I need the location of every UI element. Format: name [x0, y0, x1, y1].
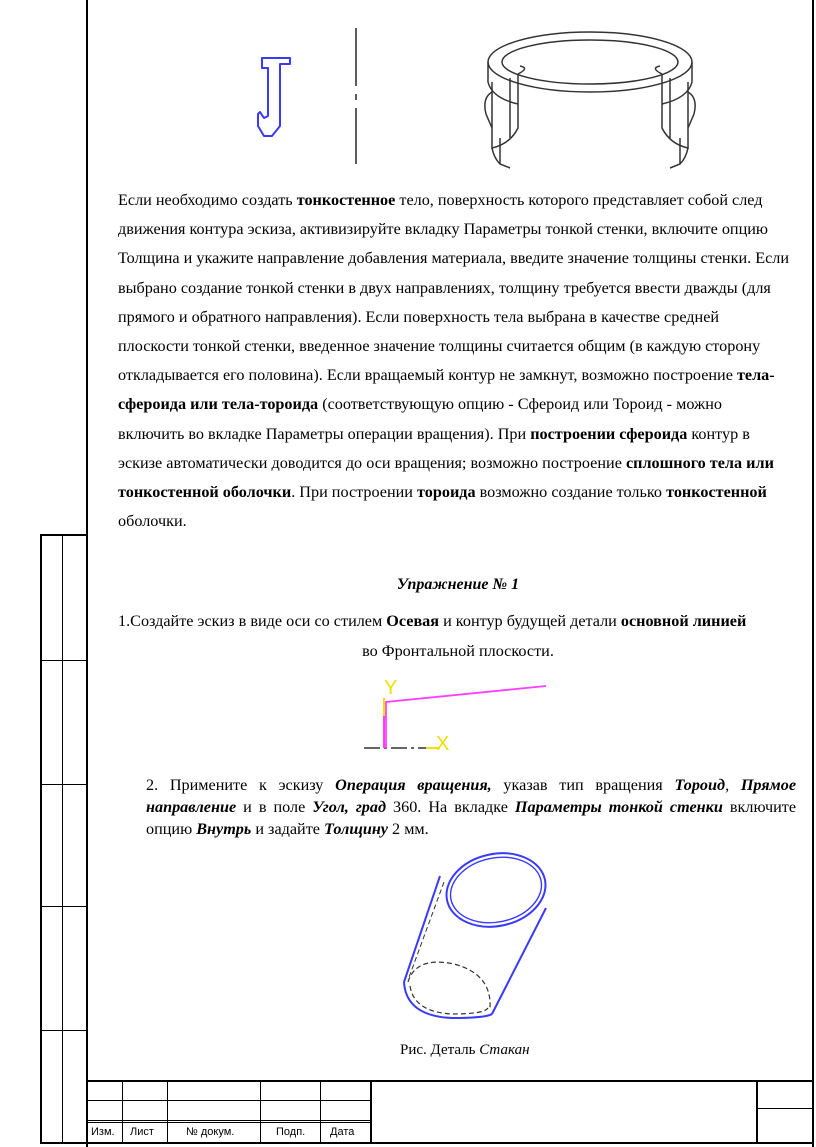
sketch-x-label: X [436, 733, 450, 755]
sketch-figure [360, 676, 560, 756]
ring-3d-model [485, 32, 695, 168]
stamp-data: Дата [330, 1126, 355, 1138]
stamp-izm: Изм. [91, 1126, 115, 1138]
title-block [86, 1080, 814, 1144]
main-paragraph: Если необходимо создать тонкостенное тело, поверхность которого представляет собой след движения контура эскиза, активизируйте вкладку Параметры тонкой стенки, включите опцию Толщина и укажите направление добавления материала, введите значение толщины стенки. Если выбрано создание тонкой стенки в двух направлениях, толщину требуется ввести дважды (для прямого и обратного направления). Если поверхность тела выбрана в качестве средней плоскости тонкой стенки, введенное значение толщины считается общим (в каждую сторону откладывается его половина). Если вращаемый контур не замкнут, возможно построение тела-сфероида или тела-тороида (соответствующую опцию - Сфероид или Тороид - можно включить во вкладке Параметры операции вращения). При построении сфероида контур в эскизе автоматически доводится до оси вращения; возможно построение сплошного тела или тонкостенной оболочки. При построении тороида возможно создание только тонкостенной оболочки. [118, 191, 790, 531]
j-profile-sketch [258, 58, 290, 136]
frame-right-border [812, 0, 814, 1147]
exercise-title: Упражнение № 1 [396, 576, 520, 593]
figure-caption: Рис. Деталь Стакан [400, 1042, 530, 1058]
top-figure [230, 18, 710, 178]
step-1-line-2: во Фронтальной плоскости. [362, 642, 554, 660]
cup-3d-model [396, 846, 566, 1036]
stamp-doc: № докум. [186, 1126, 235, 1138]
stamp-podp: Подп. [276, 1126, 306, 1138]
step-2-text: 2. Примените к эскизу Операция вращения, указав тип вращения Тороид, Прямое направление и в поле Угол, град 360. На вкладке Параметры тонкой стенки включите опцию Внутрь и задайте Толщину 2 мм. [146, 776, 797, 838]
margin-stamp [40, 534, 88, 1144]
stamp-list: Лист [130, 1126, 154, 1138]
step-1-text: 1.Создайте эскиз в виде оси со стилем Осевая и контур будущей детали основной линией во Фронтальной плоскости. [118, 606, 798, 666]
sketch-y-label: Y [384, 677, 398, 699]
